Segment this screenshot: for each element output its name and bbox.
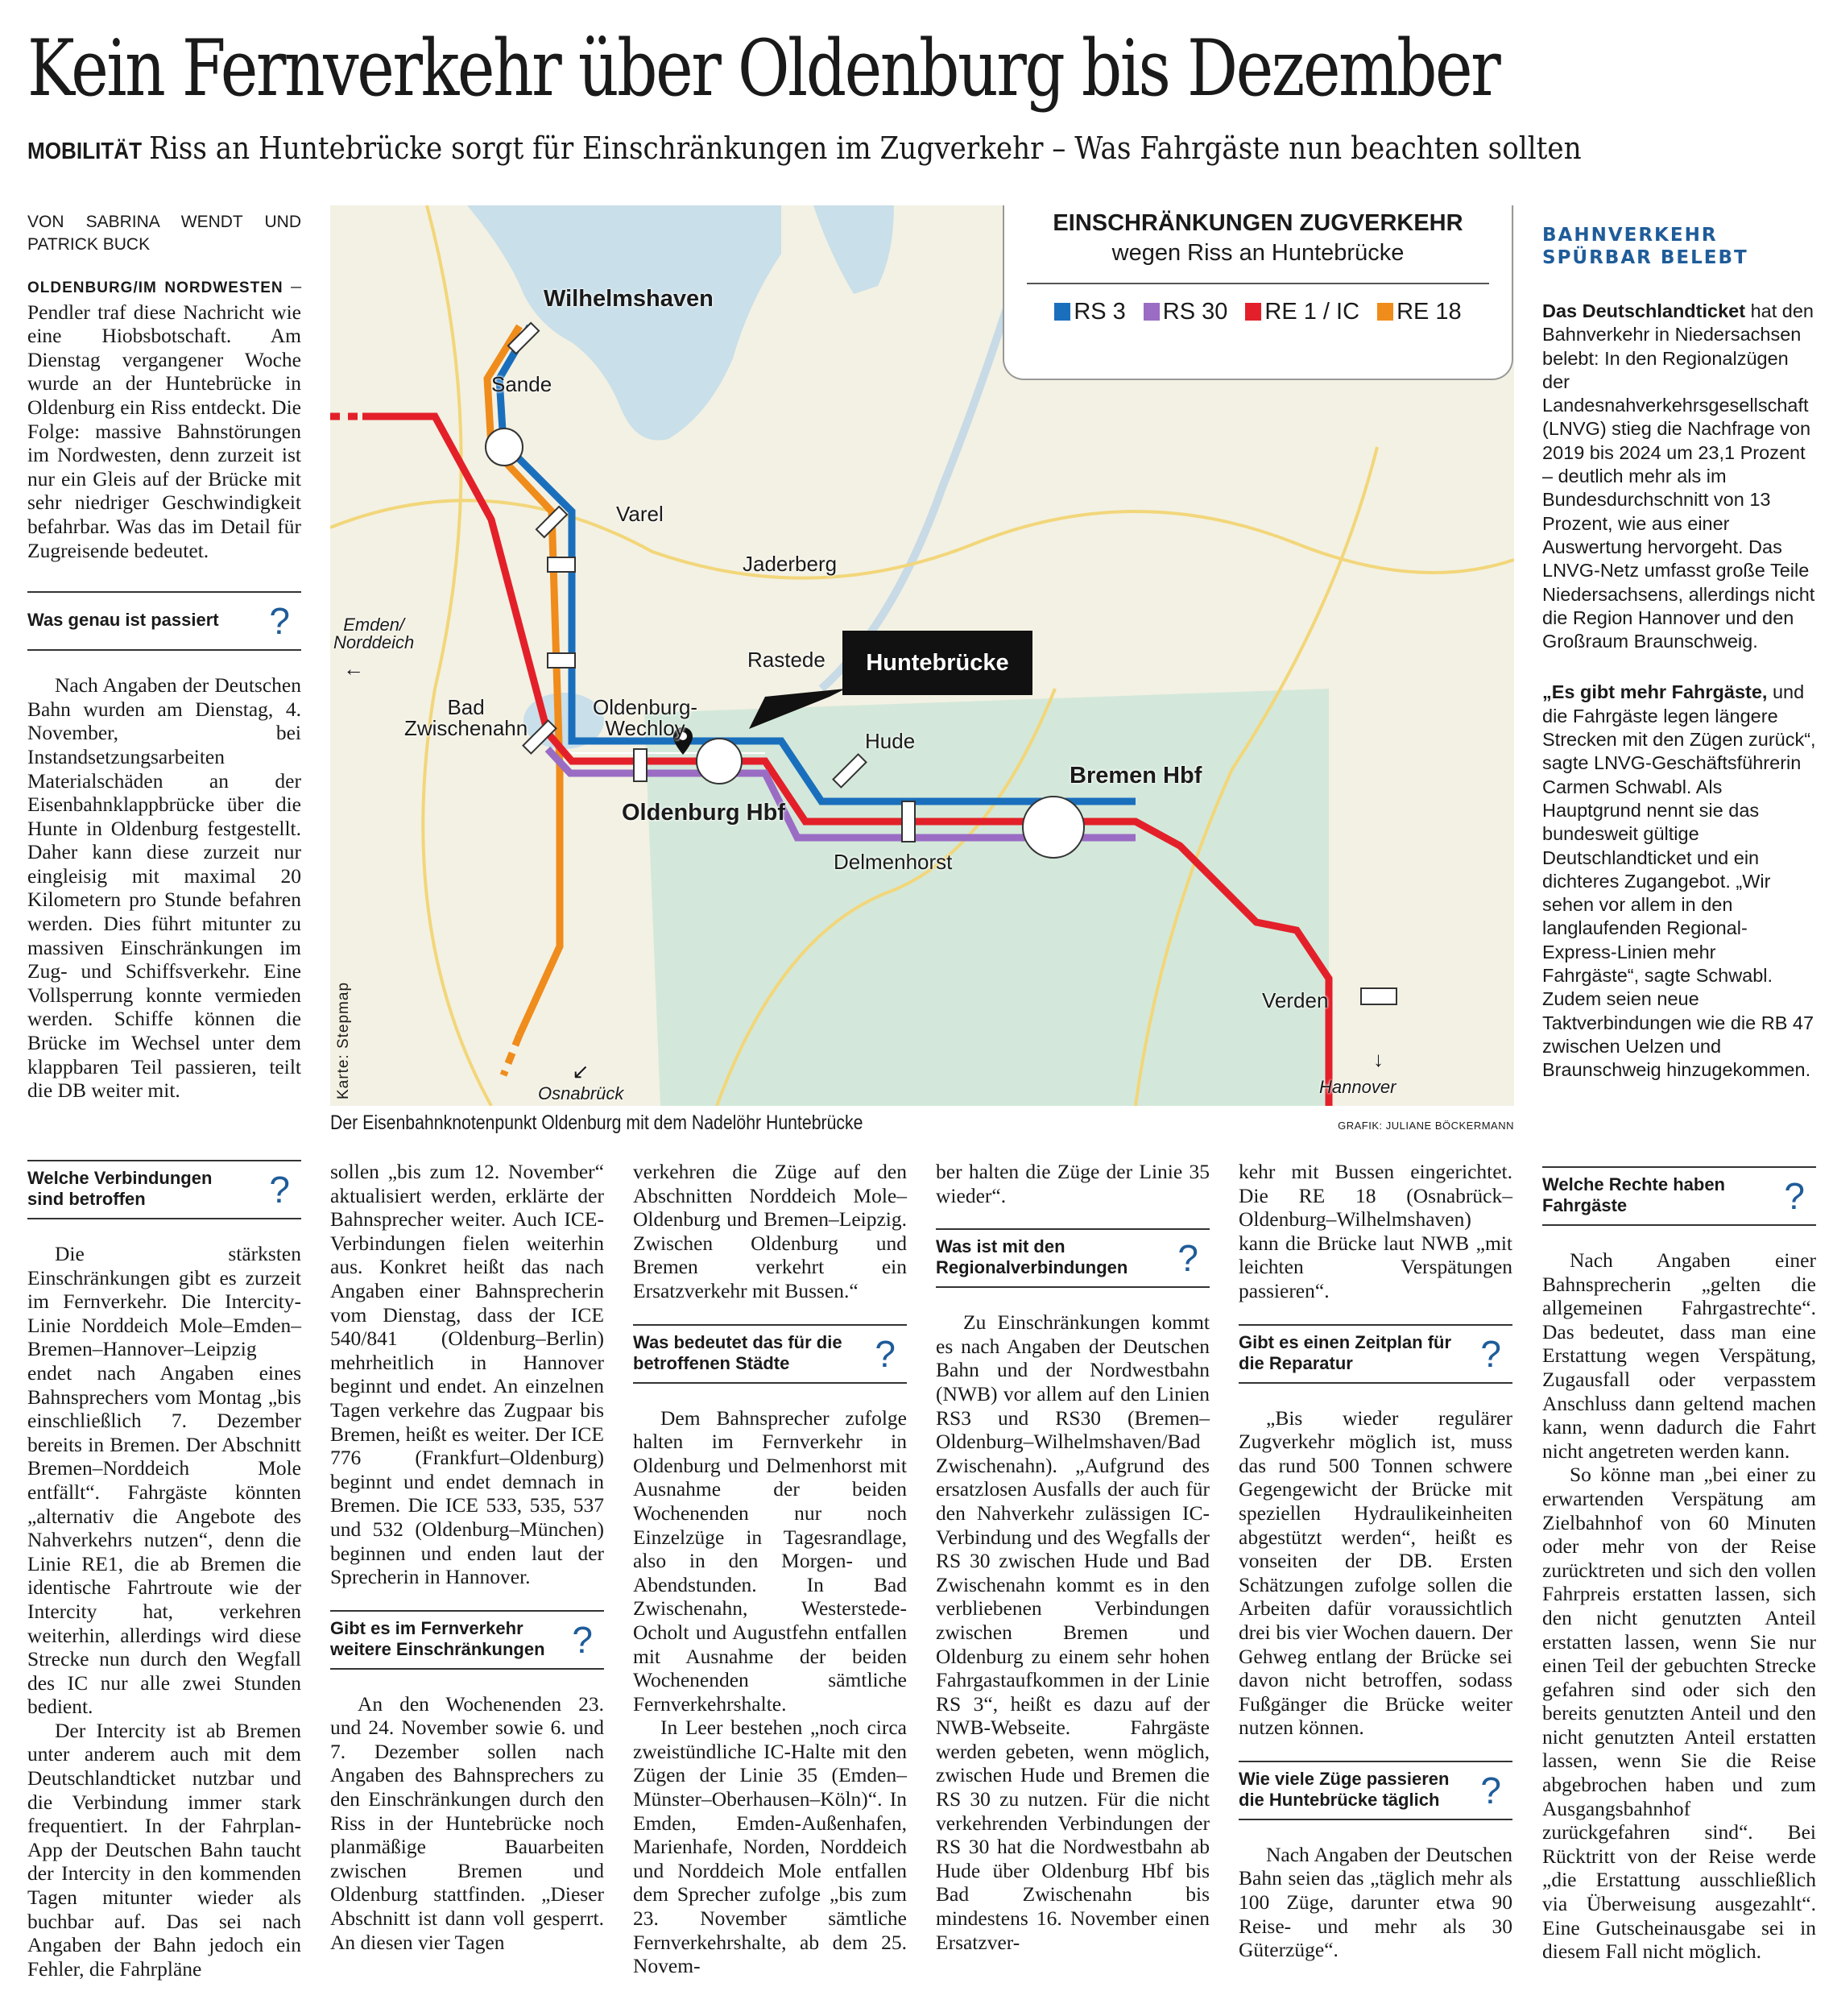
legend-items [1004,299,1512,325]
station-label-varel: Varel [616,502,664,526]
question-heading: Gibt es einen Zeitplan für die Reparatur ? [1239,1324,1512,1384]
dateline: OLDENBURG/IM NORDWESTEN [27,279,283,296]
station-label-hude: Hude [865,729,916,753]
paragraph: Nach Angaben einer Bahnsprecherin „gelten die allgemeinen Fahrgastrechte“. Das bedeutet, dass man eine Erstattung wegen Verspätung, Zugausfall oder verpasstem Anschluss dann geltend machen kann, wenn dadurch die Fahrt nicht angetreten werden kann. [1542,1248,1816,1463]
color-swatch [1144,303,1160,321]
legend-subtitle: wegen Riss an Huntebrücke [1111,240,1405,266]
subheadline-text: Riss an Huntebrücke sorgt für Einschränkungen im Zugverkehr – Was Fahrgäste nun beachten sollten [149,130,1582,166]
station-label-oldenburg-hbf: Oldenburg Hbf [622,800,785,826]
column-4 [936,1160,1210,1954]
question-heading: Was bedeutet das für die betroffenen Städte ? [633,1324,907,1384]
column-6 [1542,1160,1816,1964]
sidebar-box [1542,224,1816,1097]
station-label-verden: Verden [1262,988,1329,1012]
paragraph: sollen „bis zum 12. November“ aktualisiert werden, erklärte der Bahnsprecher weiter. Auch ICE-Verbindungen fielen weiterhin aus. Konkret heißt das nach Angaben einer Bahnsprecherin vom Dienstag, dass der ICE 540/841 (Oldenburg–Berlin) mehrheitlich in Hannover beginnt und endet. An einzelnen Tagen verkehre das Zugpaar bis Bremen, heißt es weiter. Der ICE 776 (Frankfurt–Oldenburg) beginnt und endet demnach in Bremen. Die ICE 533, 535, 537 und 532 (Oldenburg–München) beginnen und enden laut der Sprecherin in Hannover. [330,1160,604,1589]
question-mark-icon: ? [269,600,290,643]
paragraph: verkehren die Züge auf den Abschnitten Norddeich Mole–Oldenburg und Bremen–Leipzig. Zwischen Oldenburg und Bremen verkehrt ein Ersatzverkehr mit Bussen.“ [633,1160,907,1302]
question-mark-icon: ? [1784,1175,1805,1217]
question-heading: Wie viele Züge passieren die Huntebrücke täglich ? [1239,1761,1512,1820]
paragraph: In Leer bestehen „noch circa zweistündliche IC-Halte mit den Zügen der Linie 35 (Emden–Münster–Oberhausen–Köln)“. In Emden, Emden-Außenhafen, Marienhafe, Norden, Norddeich und Norddeich Mole entfallen dem Sprecher zufolge „bis zum 23. November sämtliche Fernverkehrshalte, ab dem 25. Novem- [633,1716,907,1978]
paragraph: Nach Angaben der Deutschen Bahn wurden am Dienstag, 4. November, bei Instandsetzungsarbeiten Materialschäden an der Eisenbahnklappbrücke über die Hunte in Oldenburg festgestellt. Daher kann diese zurzeit nur eingleisig mit maximal 20 Kilometern pro Stunde befahren werden. Dies führt mitunter zu massiven Einschränkungen im Zug- und Schiffsverkehr. Eine Vollsperrung konnte vermieden werden. Schiffe können die Brücke im Wechsel unter dem klappbaren Teil passieren, teilt die DB weiter mit. [27,673,301,1103]
station-label-hannover: Hannover [1319,1077,1396,1097]
arrow-down-icon: ↓ [1373,1047,1384,1071]
color-swatch [1054,303,1070,321]
arrow-left-icon: ← [343,656,364,681]
paragraph: kehr mit Bussen eingerichtet. Die RE 18 (Osnabrück–Oldenburg–Wilhelmshaven) kann die Brücke laut NWB „mit leichten Verspätungen passieren“. [1239,1160,1512,1302]
column-1-lower [27,1160,301,1981]
paragraph: An den Wochenenden 23. und 24. November sowie 6. und 7. Dezember sollen nach Angaben des Bahnsprechers zu den Einschränkungen durch den Riss in der Huntebrücke noch planmäßige Bauarbeiten zwischen Bremen und Oldenburg stattfinden. „Dieser Abschnitt ist dann voll gesperrt. An diesen vier Tagen [330,1691,604,1954]
paragraph: Die stärksten Einschränkungen gibt es zurzeit im Fernverkehr. Die Intercity-Linie Norddeich Mole–Emden–Bremen–Hannover–Leipzig endet nach Angaben eines Bahnsprechers vom Montag „bis einschließlich 7. Dezember bereits in Bremen. Der Abschnitt Bremen–Norddeich Mole entfällt“. Fahrgäste könnten „alternativ die Angebote des Nahverkehrs nutzen“, denn die Linie RE1, die ab Bremen die identische Fahrtroute wie der Intercity hat, verkehren weiterhin, allerdings wird diese Strecke nun durch den Wegfall des IC nur alle zwei Stunden bedient. [27,1242,301,1719]
huntebruecke-callout: Huntebrücke [842,631,1032,695]
question-mark-icon: ? [1177,1237,1198,1280]
headline: Kein Fernverkehr über Oldenburg bis Dezember [27,23,1500,114]
question-heading: Gibt es im Fernverkehr weitere Einschränkungen ? [330,1610,604,1670]
map-caption: Der Eisenbahnknotenpunkt Oldenburg mit dem Nadelöhr Huntebrücke [330,1111,863,1134]
station-label-wilhelmshaven: Wilhelmshaven [544,286,714,312]
legend-item-rs30: RS 30 [1144,299,1228,325]
map-legend [1003,205,1513,380]
arrow-down-left-icon: ↙ [572,1059,590,1083]
graphic-credit: GRAFIK: JULIANE BÖCKERMANN [1338,1120,1514,1132]
station-label-jaderberg: Jaderberg [743,552,838,576]
sidebar-title: BAHNVERKEHR SPÜRBAR BELEBT [1542,225,1748,268]
question-mark-icon: ? [875,1332,896,1375]
map-credit: Karte: Stepmap [335,981,352,1099]
kicker: MOBILITÄT [27,139,143,164]
paragraph: Zu Einschränkungen kommt es nach Angaben der Deutschen Bahn und der Nordwestbahn (NWB) vor allem auf den Linien RS3 und RS30 (Bremen–Oldenburg–Wilhelmshaven/Bad Zwischenahn). „Aufgrund des ersatzlosen Ausfalls der auch für den Nahverkehr zulässigen IC-Verbindung und des Wegfalls der RS 30 zwischen Hude und Bad Zwischenahn kommt es in den verbliebenen Verbindungen zwischen Bremen und Oldenburg zu einem sehr hohen Fahrgastaufkommen in der Linie RS 3“, heißt es dazu auf der NWB-Webseite. Fahrgäste werden gebeten, wenn möglich, zwischen Hude und Bremen die RS 30 zu nutzen. Für die nicht verkehrenden Verbindungen der RS 30 hat die Nordwestbahn ab Hude über Oldenburg Hbf bis Bad Zwischenahn bis mindestens 16. November einen Ersatzver- [936,1310,1210,1954]
byline: VON SABRINA WENDT UND PATRICK BUCK [27,213,301,254]
paragraph: „Bis wieder regulärer Zugverkehr möglich ist, muss das rund 500 Tonnen schwere Gegengewicht der Brücke mit speziellen Hydraulikeinheiten abgestützt werden“, heißt es vonseiten der DB. Ersten Schätzungen zufolge sollen die Arbeiten dafür voraussichtlich drei bis vier Wochen dauern. Der Gehweg entlang der Brücke sei davon nicht betroffen, sodass Fußgänger die Brücke weiter nutzen können. [1239,1405,1512,1740]
station-label-rastede: Rastede [747,648,825,672]
paragraph: ber halten die Züge der Linie 35 wieder“. [936,1160,1210,1207]
column-3 [633,1160,907,1978]
station-label-emden-norddeich: Emden/ Norddeich [333,615,415,652]
color-swatch [1377,303,1393,321]
column-5 [1239,1160,1512,1962]
rail-map [330,205,1514,1106]
question-mark-icon: ? [1480,1769,1501,1811]
question-heading: Welche Rechte haben Fahrgäste ? [1542,1166,1816,1226]
question-mark-icon: ? [269,1169,290,1211]
station-label-bad-zwischenahn: Bad Zwischenahn [404,695,528,740]
legend-divider [1027,283,1489,284]
station-label-oldenburg-wechloy: Oldenburg- Wechloy [593,695,698,740]
question-heading: Was ist mit den Regionalverbindungen ? [936,1228,1210,1288]
station-label-bremen-hbf: Bremen Hbf [1070,763,1202,789]
column-2 [330,1160,604,1954]
question-mark-icon: ? [1480,1332,1501,1375]
legend-item-rs3: RS 3 [1054,299,1125,325]
paragraph: Dem Bahnsprecher zufolge halten im Fernverkehr in Oldenburg und Delmenhorst mit Ausnahme der beiden Wochenenden nur noch Einzelzüge in Tagesrandlage, also in den Morgen- und Abendstunden. In Bad Zwischenahn, Westerstede-Ocholt und Augustfehn entfallen mit Ausnahme der beiden Wochenenden sämtliche Fernverkehrshalte. [633,1405,907,1716]
sidebar-paragraph: Das Deutschlandticket hat den Bahnverkehr in Niedersachsen belebt: In den Regionalzügen der Landesnahverkehrsgesellschaft (LNVG) stieg die Nachfrage von 2019 bis 2024 um 23,1 Prozent – deutlich mehr als im Bundesdurchschnitt von 13 Prozent, wie aus einer Auswertung hervorgeht. Das LNVG-Netz umfasst große Teile Niedersachsens, allerdings nicht die Region Hannover und den Großraum Braunschweig. [1542,300,1815,652]
subheadline [27,129,1582,171]
station-label-osnabrueck: Osnabrück [538,1083,624,1103]
color-swatch [1245,303,1261,321]
lead-paragraph: OLDENBURG/IM NORDWESTEN – Pendler traf diese Nachricht wie eine Hiobsbotschaft. Am Dienstag vergangener Woche wurde an der Huntebrücke in Oldenburg ein Riss entdeckt. Die Folge: massive Bahnstörungen im Nordwesten, denn zurzeit ist nur ein Gleis auf der Brücke mit sehr niedriger Geschwindigkeit befahrbar. Was das im Detail für Zugreisende bedeutet. [27,274,302,562]
paragraph: Der Intercity ist ab Bremen unter anderem auch mit dem Deutschlandticket nutzbar und die Verbindung immer stark frequentiert. In der Fahrplan-App der Deutschen Bahn taucht der Intercity in den kommenden Tagen mitunter wieder als buchbar auf. Das sei nach Angaben der Bahn jedoch ein Fehler, die Fahrpläne [27,1718,301,1981]
legend-title: EINSCHRÄNKUNGEN ZUGVERKEHR [1053,210,1463,236]
question-heading: Welche Verbindungen sind betroffen ? [27,1160,301,1219]
paragraph: Nach Angaben der Deutschen Bahn seien das „täglich mehr als 100 Züge, darunter etwa 90 Reise- und mehr als 30 Güterzüge“. [1239,1842,1512,1962]
question-mark-icon: ? [572,1618,593,1661]
station-label-sande: Sande [491,372,552,396]
question-heading: Was genau ist passiert ? [27,591,301,651]
legend-item-re1-ic: RE 1 / IC [1245,299,1359,325]
column-1 [27,211,301,1103]
station-label-delmenhorst: Delmenhorst [834,850,953,874]
sidebar-paragraph: „Es gibt mehr Fahrgäste, und die Fahrgäste legen längere Strecken mit den Zügen zurück“, sagte LNVG-Geschäftsführerin Carmen Schwabl. Als Hauptgrund nennt sie das bundesweit gültige Deutschlandticket und ein dichteres Zugangebot. „Wir sehen vor allem in den langlaufenden Regional-Express-Linien mehr Fahrgäste“, sagte Schwabl. Zudem seien neue Taktverbindungen wie die RB 47 zwischen Uelzen und Braunschweig hinzugekommen. [1542,681,1816,1081]
paragraph: So könne man „bei einer zu erwartenden Verspätung am Zielbahnhof von 60 Minuten oder mehr von der Reise zurücktreten und sich den vollen Fahrpreis erstatten lassen, sich den nicht genutzten Anteil erstatten lassen, wenn Sie nur einen Teil der gebuchten Strecke gefahren sind oder sich den bereits genutzten Anteil und den nicht genutzten Anteil erstatten lassen, wenn Sie die Reise abgebrochen haben und zum Ausgangsbahnhof zurückgefahren sind“. Bei Rücktritt von der Reise werde „die Erstattung ausschließlich via Überweisung ausgezahlt“. Eine Gutscheinausgabe sei in diesem Fall nicht möglich. [1542,1463,1816,1964]
legend-item-re18: RE 18 [1377,299,1462,325]
